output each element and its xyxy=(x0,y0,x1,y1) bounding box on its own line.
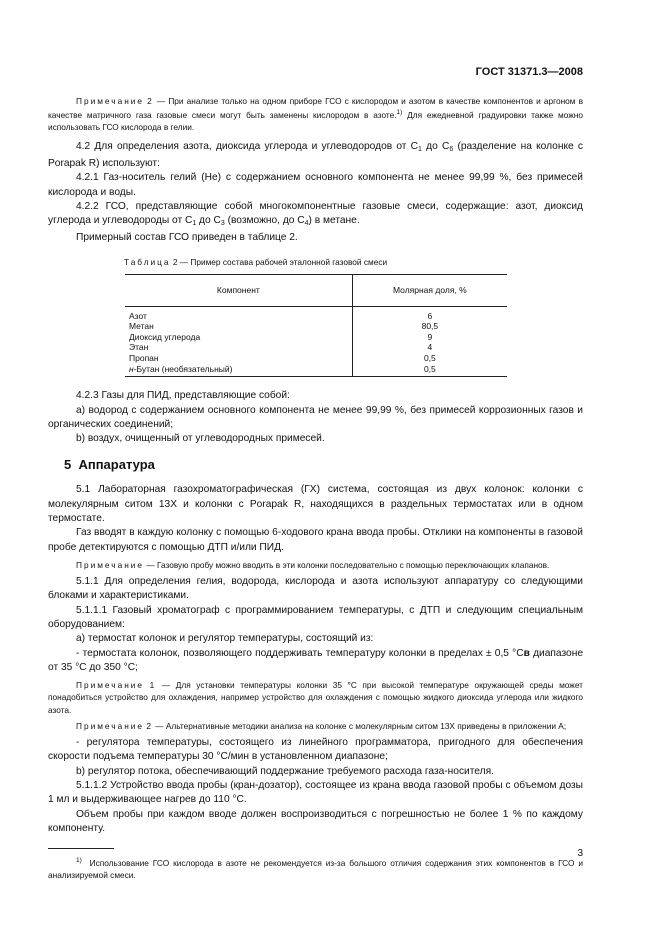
table-cell-value: 80,5 xyxy=(421,321,439,332)
page-content xyxy=(48,95,583,882)
paragraph-4-2-3: 4.2.3 Газы для ПИД, представляющие собой: xyxy=(76,390,290,402)
paragraph-5-1-1: 5.1.1 Для определения гелия, водорода, кислорода и азота используют аппаратуру со следующими блоками и характеристиками. xyxy=(48,576,583,602)
note-text-after: Для ежедневной градуировки также можно использовать ГСО кислорода в гелии. xyxy=(48,110,583,133)
table-caption-text: 2 — Пример состава рабочей эталонной газовой смеси xyxy=(172,256,388,267)
paragraph-table-reference: Примерный состав ГСО приведен в таблице 2. xyxy=(76,232,298,244)
table-cell-component: Этан xyxy=(125,342,352,353)
note-switching-valves: Примечание — Газовую пробу можно вводить в эти колонки последовательно с помощью переключающих клапанов. xyxy=(76,559,550,570)
note-number: 2 xyxy=(147,96,154,106)
list-item-air: b) воздух, очищенный от углеводородных примесей. xyxy=(76,433,325,445)
table-cell-value: 6 xyxy=(427,310,433,321)
table-cell-component: Метан xyxy=(125,321,352,332)
table-row xyxy=(125,321,507,332)
table-row xyxy=(125,306,507,321)
paragraph-reproducibility: Объем пробы при каждом вводе должен воспроизводиться с погрешностью не более 1 % по каждому компоненту. xyxy=(48,808,583,834)
page-number: 3 xyxy=(577,848,583,859)
table-cell-component: Диоксид углерода xyxy=(125,332,352,343)
table-row xyxy=(125,353,507,364)
table-cell-component: н-Бутан (необязательный) xyxy=(125,364,352,377)
document-code-header: ГОСТ 31371.3—2008 xyxy=(475,66,583,78)
table-row xyxy=(125,332,507,343)
footnote-ref: 1) xyxy=(396,109,403,117)
paragraph-5-1-1-2: 5.1.1.2 Устройство ввода пробы (кран-дозатор), состоящее из крана ввода газовой пробы с объемом дозы 1 мл и выдерживающее нагрев до 110 °С. xyxy=(48,779,583,806)
list-item-temperature-regulator: - регулятора температуры, состоящего из линейного программатора, пригодного для обеспечения скорости подъема температуры 30 °С/мин в установленном диапазоне; xyxy=(48,737,583,763)
list-item-column-thermostat: - термостата колонок, позволяющего поддерживать температуру колонки в пределах ± 0,5 °Св диапазоне от 35 °С до 350 °С; xyxy=(48,647,583,673)
table-2-caption xyxy=(124,257,583,267)
table-cell-value: 0,5 xyxy=(352,364,507,377)
list-item-hydrogen: а) водород с содержанием основного компонента не менее 99,99 %, без примесей коррозионных газов и органических соединений; xyxy=(48,404,583,430)
paragraph-5-1-1-1: 5.1.1.1 Газовый хроматограф с программированием температуры, с ДТП и следующим специальным оборудованием: xyxy=(48,604,583,631)
table-cell-value: 0,5 xyxy=(423,353,436,364)
table-label: Таблица xyxy=(124,256,171,267)
table-row xyxy=(125,364,507,377)
table-cell-component: Азот xyxy=(125,306,352,321)
note-1-cooling: Примечание 1 — Для установки температуры колонки 35 °С при высокой температуре окружающей среды может понадобиться устройство для охлаждения, например устройство для охлаждения с помощью жидкого диоксида углерода или жидкого азота. xyxy=(48,680,583,715)
note-text: При анализе только на одном приборе ГСО с кислородом и азотом в качестве компонентов и аргоном в качестве матричного газа газовые смеси могут быть заменены кислородом в азоте. xyxy=(48,96,584,121)
column-header-component: Компонент xyxy=(125,274,352,306)
paragraph-5-1-injection: Газ вводят в каждую колонку с помощью 6-ходового крана ввода пробы. Отклики на компоненты в газовой пробе детектируются с помощью ДТП и/или ПИД. xyxy=(48,527,583,553)
paragraph-4-2: 4.2 Для определения азота, диоксида углерода и углеводородов от $С_1$ до $С_6$ (разделение на колонке с Porapak R) используют: xyxy=(48,140,583,169)
table-cell-value: 4 xyxy=(427,342,433,353)
footnote-divider xyxy=(48,848,114,849)
column-header-molar-fraction: Молярная доля, % xyxy=(352,274,507,306)
note-oxygen-nitrogen: Примечание 2 — При анализе только на одном приборе ГСО с кислородом и азотом в качестве компонентов и аргоном в качестве матричного газа газовые смеси могут быть заменены кислородом в азоте.$^{1)}$ Для ежедневной градуировки также можно использовать ГСО кислорода в гелии. xyxy=(48,96,584,133)
table-cell-component: Пропан xyxy=(125,353,352,364)
paragraph-4-2-2: 4.2.2 ГСО, представляющие собой многокомпонентные газовые смеси, содержащие: азот, диоксид углерода и углеводороды от $С_1$ до $С_3$ (возможно, до $С_4$) в метане. xyxy=(48,200,583,228)
list-item-flow-regulator: b) регулятор потока, обеспечивающий поддержание требуемого расхода газа-носителя. xyxy=(76,765,494,777)
list-item-thermostat: а) термостат колонок и регулятор температуры, состоящий из: xyxy=(76,633,374,645)
table-2-gas-mixture xyxy=(125,274,507,378)
section-5-heading: 5 Аппаратура xyxy=(64,457,155,473)
paragraph-4-2-1: 4.2.1 Газ-носитель гелий (Не) с содержанием основного компонента не менее 99,99 %, без примесей кислорода и воды. xyxy=(48,172,583,198)
paragraph-5-1: 5.1 Лабораторная газохроматографическая (ГХ) система, состоящая из двух колонок: колонки с молекулярным ситом 13Х и колонки с Porapak R, находящихся в раздельных термостатах или в одном термостате. xyxy=(48,484,583,525)
note-label: Примечание xyxy=(76,96,145,106)
table-cell-value: 9 xyxy=(427,331,433,342)
footnote: $^{1)}$ Использование ГСО кислорода в азоте не рекомендуется из-за большого отличия содержания этих компонентов в ГСО и анализируемой смеси. xyxy=(48,857,583,881)
note-2-alternative-methods: Примечание 2 — Альтернативные методики анализа на колонке с молекулярным ситом 13Х приведены в приложении А; xyxy=(76,720,567,731)
table-header-row xyxy=(125,274,507,306)
table-row xyxy=(125,342,507,353)
